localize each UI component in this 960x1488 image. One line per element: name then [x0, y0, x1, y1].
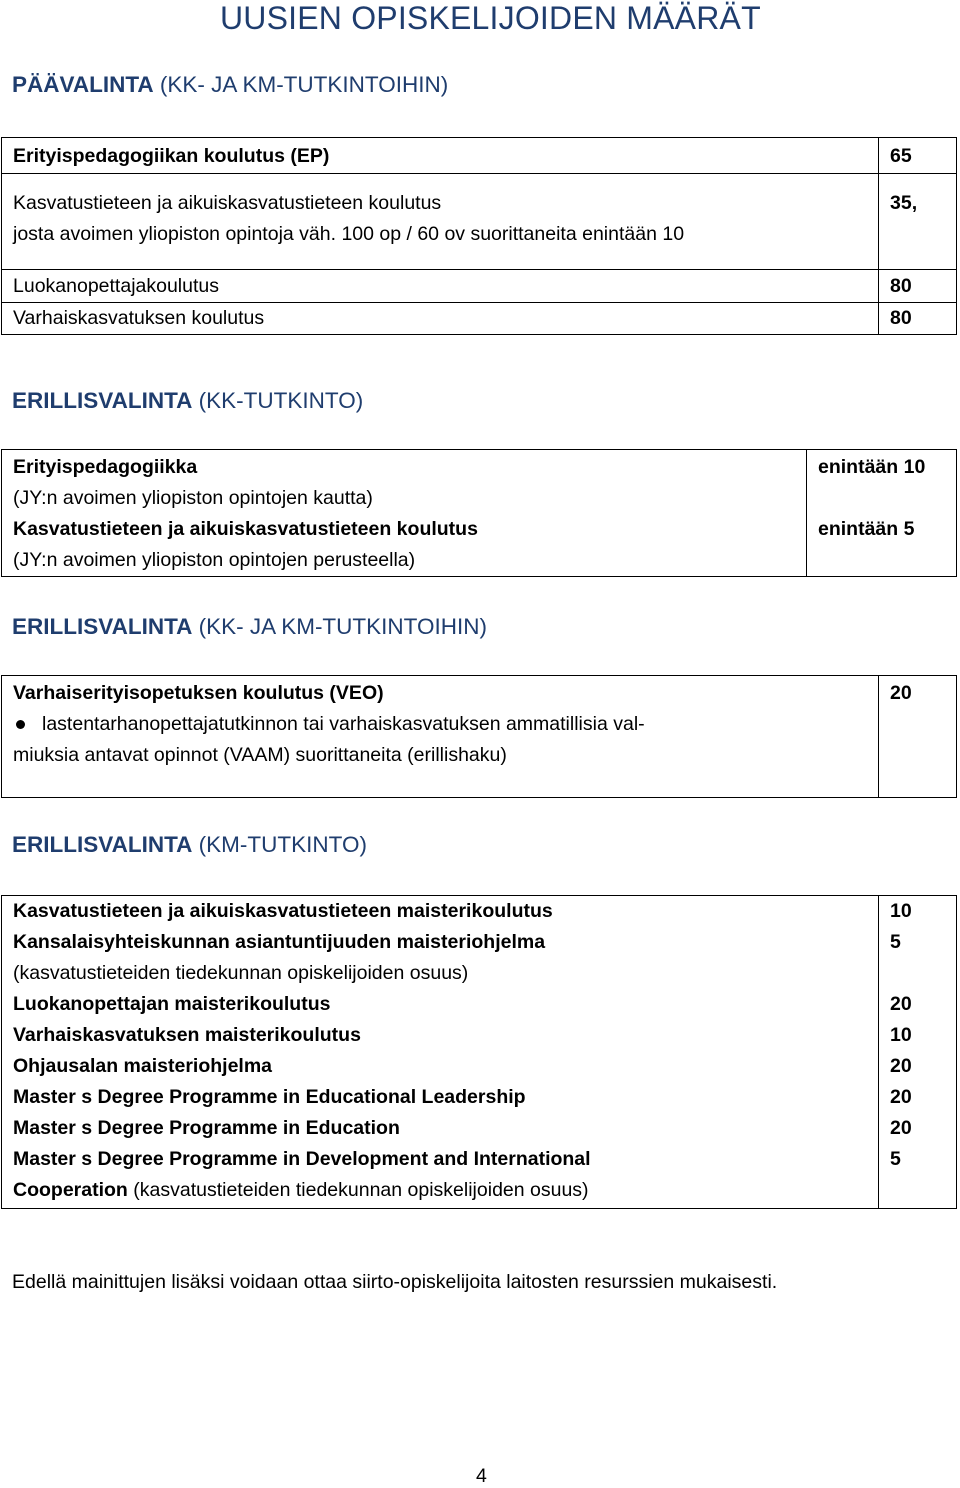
program-label: Erityispedagogiikka — [13, 456, 198, 478]
table-row — [2, 270, 957, 303]
section-heading-erillisvalinta-kk-km — [12, 614, 487, 640]
section-heading-bold: ERILLISVALINTA — [12, 614, 193, 639]
section-heading-erillisvalinta-km — [12, 832, 367, 858]
section-heading-paavalinta — [12, 72, 448, 98]
program-count: enintään 5 — [818, 518, 915, 540]
section-heading-rest: (KK-TUTKINTO) — [192, 388, 364, 413]
program-label: Kasvatustieteen ja aikuiskasvatustieteen maisterikoulutus — [13, 900, 553, 922]
table-row — [2, 676, 957, 798]
program-count: 20 — [890, 1117, 912, 1139]
program-label: Master s Degree Programme in Development and International — [13, 1148, 591, 1170]
program-count: 20 — [890, 682, 912, 704]
section-heading-bold: PÄÄVALINTA — [12, 72, 154, 97]
page-title: UUSIEN OPISKELIJOIDEN MÄÄRÄT — [220, 0, 761, 36]
section-heading-bold: ERILLISVALINTA — [12, 832, 193, 857]
program-sublabel — [2, 1175, 878, 1206]
table-erillisvalinta-kk — [1, 449, 957, 577]
program-label: Master s Degree Programme in Educational Leadership — [13, 1086, 526, 1108]
table-row — [2, 450, 957, 577]
program-label: Kansalaisyhteiskunnan asiantuntijuuden maisteriohjelma — [13, 931, 546, 953]
table-erillisvalinta-kk-km — [1, 675, 957, 798]
list-item-continuation: miuksia antavat opinnot (VAAM) suorittaneita (erillishaku) — [13, 744, 507, 766]
program-sublabel: (JY:n avoimen yliopiston opintojen kautta) — [13, 487, 373, 509]
program-count: 35, — [890, 192, 918, 214]
table-row — [2, 174, 957, 270]
program-count: 80 — [890, 275, 912, 297]
program-count: enintään 10 — [818, 456, 926, 478]
program-sublabel: (kasvatustieteiden tiedekunnan opiskelijoiden osuus) — [13, 962, 469, 984]
program-sublabel: (JY:n avoimen yliopiston opintojen perusteella) — [13, 549, 416, 571]
section-heading-rest: (KM-TUTKINTO) — [192, 832, 367, 857]
page-number: 4 — [476, 1465, 487, 1487]
table-paavalinta — [1, 137, 957, 335]
program-label: Ohjausalan maisteriohjelma — [13, 1055, 273, 1077]
program-label: Varhaiserityisopetuksen koulutus (VEO) — [13, 682, 384, 704]
program-count: 10 — [890, 900, 912, 922]
section-heading-rest: (KK- JA KM-TUTKINTOIHIN) — [153, 72, 449, 97]
program-label: Luokanopettajakoulutus — [13, 275, 219, 297]
program-label: Kasvatustieteen ja aikuiskasvatustieteen koulutus — [13, 192, 442, 214]
list-item — [2, 709, 878, 740]
program-count: 5 — [890, 1148, 901, 1170]
program-count: 10 — [890, 1024, 912, 1046]
footer-note: Edellä mainittujen lisäksi voidaan ottaa siirto-opiskelijoita laitosten resurssien mukaisesti. — [12, 1271, 778, 1293]
table-row — [2, 303, 957, 335]
program-label: Varhaiskasvatuksen maisterikoulutus — [13, 1024, 361, 1046]
program-label: Master s Degree Programme in Education — [13, 1117, 400, 1139]
section-heading-erillisvalinta-kk — [12, 388, 363, 414]
section-heading-rest: (KK- JA KM-TUTKINTOIHIN) — [192, 614, 488, 639]
program-count: 5 — [890, 931, 901, 953]
program-count: 65 — [890, 145, 912, 167]
program-label: Luokanopettajan maisterikoulutus — [13, 993, 331, 1015]
list-item-text: lastentarhanopettajatutkinnon tai varhaiskasvatuksen ammatillisia val- — [42, 713, 645, 735]
program-count: 20 — [890, 993, 912, 1015]
program-label: Kasvatustieteen ja aikuiskasvatustieteen koulutus — [13, 518, 478, 540]
program-count: 20 — [890, 1086, 912, 1108]
table-row — [2, 138, 957, 174]
table-erillisvalinta-km — [1, 895, 957, 1209]
table-row — [2, 896, 957, 1209]
program-count: 20 — [890, 1055, 912, 1077]
section-heading-bold: ERILLISVALINTA — [12, 388, 193, 413]
program-label: Varhaiskasvatuksen koulutus — [13, 307, 265, 329]
program-label: Erityispedagogiikan koulutus (EP) — [13, 145, 330, 167]
program-count: 80 — [890, 307, 912, 329]
program-label-continued: Cooperation — [13, 1179, 128, 1201]
bullet-icon — [16, 720, 25, 729]
program-sublabel-text: (kasvatustieteiden tiedekunnan opiskelijoiden osuus) — [127, 1179, 589, 1201]
program-sublabel: josta avoimen yliopiston opintoja väh. 100 op / 60 ov suorittaneita enintään 10 — [13, 223, 685, 245]
